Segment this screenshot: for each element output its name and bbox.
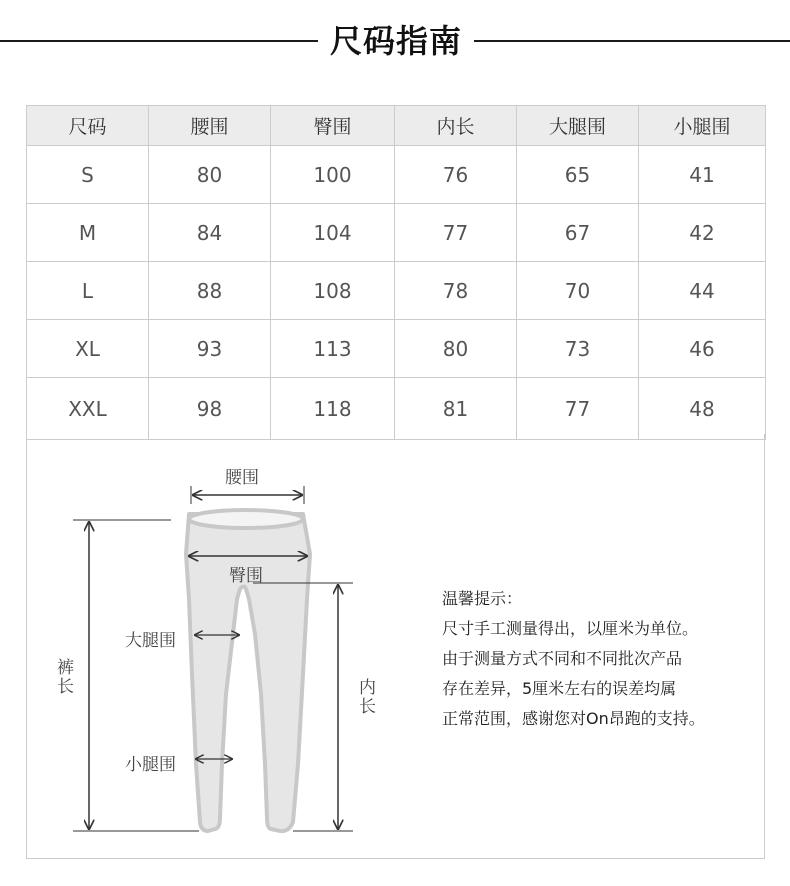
page-title: 尺码指南 — [329, 22, 462, 60]
measurement-panel — [26, 434, 765, 859]
table-cell: 77 — [517, 378, 639, 440]
table-row — [27, 204, 766, 262]
column-header-hip: 臀围 — [271, 106, 395, 146]
calf-label: 小腿围 — [125, 755, 176, 775]
column-header-inseam: 内长 — [395, 106, 517, 146]
pants-measurement-diagram — [27, 434, 427, 859]
table-row — [27, 320, 766, 378]
table-cell: 44 — [639, 262, 766, 320]
table-cell: 104 — [271, 204, 395, 262]
table-cell: XL — [27, 320, 149, 378]
table-row — [27, 146, 766, 204]
table-row — [27, 262, 766, 320]
table-cell: XXL — [27, 378, 149, 440]
table-cell: 70 — [517, 262, 639, 320]
table-cell: 77 — [395, 204, 517, 262]
table-cell: S — [27, 146, 149, 204]
table-cell: 108 — [271, 262, 395, 320]
column-header-calf: 小腿围 — [639, 106, 766, 146]
table-cell: 98 — [149, 378, 271, 440]
waistband — [189, 510, 303, 528]
title-divider-left — [0, 40, 318, 42]
table-cell: 81 — [395, 378, 517, 440]
table-cell: 73 — [517, 320, 639, 378]
table-cell: 84 — [149, 204, 271, 262]
table-cell: 78 — [395, 262, 517, 320]
table-cell: 88 — [149, 262, 271, 320]
column-header-size: 尺码 — [27, 106, 149, 146]
column-header-thigh: 大腿围 — [517, 106, 639, 146]
size-table — [26, 105, 766, 440]
table-cell: L — [27, 262, 149, 320]
table-cell: 80 — [395, 320, 517, 378]
pants-length-label: 裤长 — [53, 658, 73, 696]
hip-label: 臀围 — [229, 566, 263, 586]
table-cell: 76 — [395, 146, 517, 204]
table-row — [27, 378, 766, 440]
table-cell: 93 — [149, 320, 271, 378]
table-cell: 65 — [517, 146, 639, 204]
note-line: 由于测量方式不同和不同批次产品 — [442, 649, 683, 668]
table-header-row — [27, 106, 766, 146]
thigh-label: 大腿围 — [125, 631, 176, 651]
note-line: 存在差异，5厘米左右的误差均属 — [442, 679, 677, 698]
table-cell: M — [27, 204, 149, 262]
table-cell: 80 — [149, 146, 271, 204]
title-divider-right — [474, 40, 790, 42]
title-row — [0, 18, 790, 64]
inseam-label: 内长 — [355, 678, 375, 716]
table-cell: 48 — [639, 378, 766, 440]
table-cell: 67 — [517, 204, 639, 262]
size-note — [442, 584, 762, 734]
table-cell: 113 — [271, 320, 395, 378]
table-cell: 46 — [639, 320, 766, 378]
note-line: 正常范围，感谢您对On昂跑的支持。 — [442, 709, 705, 728]
waist-label: 腰围 — [225, 468, 259, 488]
table-cell: 42 — [639, 204, 766, 262]
note-line: 尺寸手工测量得出，以厘米为单位。 — [442, 619, 699, 638]
column-header-waist: 腰围 — [149, 106, 271, 146]
table-cell: 100 — [271, 146, 395, 204]
table-cell: 41 — [639, 146, 766, 204]
note-heading: 温馨提示： — [442, 589, 523, 608]
table-cell: 118 — [271, 378, 395, 440]
